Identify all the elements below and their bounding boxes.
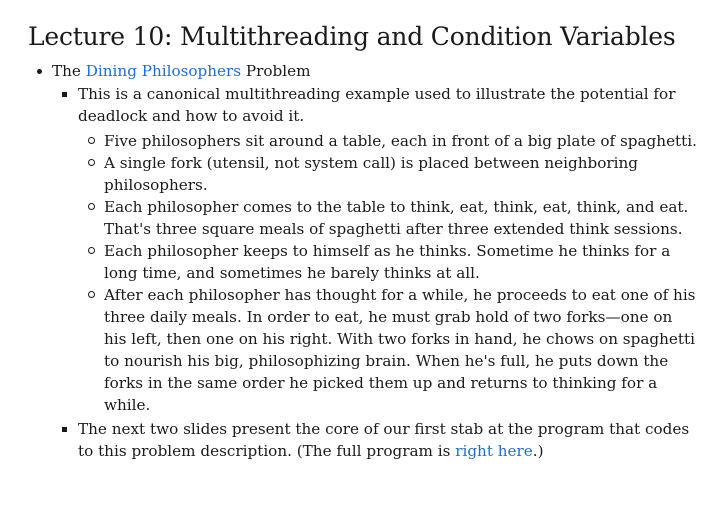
bullet-dining-philosophers (28, 60, 698, 462)
right-here-link[interactable]: right here (455, 442, 533, 460)
sub-bullet-list (52, 83, 698, 462)
subsub-bullet-think-eat: Each philosopher comes to the table to think, eat, think, eat, think, and eat. That's three square meals of spaghetti after three extended think sessions. (78, 196, 698, 240)
sub-bullet-next-text: The next two slides present the core of our first stab at the program that codes to this problem description. (The full program is (78, 420, 690, 460)
subsub-bullet-eat-forks: After each philosopher has thought for a while, he proceeds to eat one of his three daily meals. In order to eat, he must grab hold of two forks—one on his left, then one on his right. With two forks in hand, he chows on spaghetti to nourish his big, philosophizing brain. When he's full, he puts down the forks in the same order he picked them up and returns to thinking for a while. (78, 284, 698, 416)
sub-bullet-canonical-example (52, 83, 698, 416)
dining-philosophers-link[interactable]: Dining Philosophers (85, 62, 242, 80)
subsub-bullet-five-philosophers: Five philosophers sit around a table, each in front of a big plate of spaghetti. (78, 130, 698, 152)
bullet-suffix: Problem (241, 62, 311, 80)
subsub-bullet-keeps-to-himself: Each philosopher keeps to himself as he thinks. Sometime he thinks for a long time, and sometimes he barely thinks at all. (78, 240, 698, 284)
bullet-list (28, 60, 698, 462)
page-title: Lecture 10: Multithreading and Condition Variables (28, 22, 676, 51)
sub-bullet-text: This is a canonical multithreading example used to illustrate the potential for deadlock and how to avoid it. (78, 85, 676, 125)
sub-bullet-next-slides (52, 418, 698, 462)
subsub-bullet-single-fork: A single fork (utensil, not system call) is placed between neighboring philosophers. (78, 152, 698, 196)
bullet-prefix: The (52, 62, 86, 80)
sub-bullet-next-suffix: .) (532, 442, 544, 460)
subsub-bullet-list (78, 130, 698, 416)
